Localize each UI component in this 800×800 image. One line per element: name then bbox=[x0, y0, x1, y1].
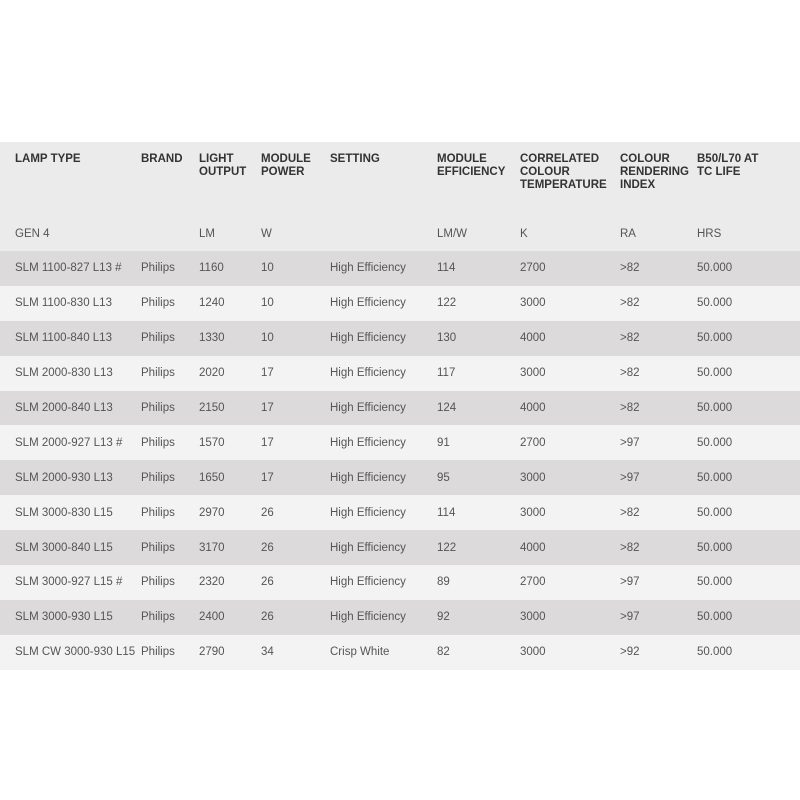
column-header-setting bbox=[330, 142, 437, 217]
cell-colour-rendering-index: >82 bbox=[620, 251, 697, 286]
table-row bbox=[0, 251, 800, 286]
cell-brand: Philips bbox=[141, 356, 199, 391]
cell-module-power: 26 bbox=[261, 565, 330, 600]
column-header-module-power bbox=[261, 142, 330, 217]
cell-module-power: 26 bbox=[261, 495, 330, 530]
unit-cell-setting bbox=[330, 217, 437, 251]
cell-lamp-type: SLM 2000-830 L13 bbox=[0, 356, 141, 391]
cell-lamp-type: SLM 3000-830 L15 bbox=[0, 495, 141, 530]
cell-module-power: 10 bbox=[261, 251, 330, 286]
table-row bbox=[0, 391, 800, 426]
cell-brand: Philips bbox=[141, 495, 199, 530]
cell-b50-l70-tc-life: 50.000 bbox=[697, 425, 800, 460]
table-row bbox=[0, 425, 800, 460]
cell-colour-rendering-index: >82 bbox=[620, 286, 697, 321]
column-header-line: COLOUR bbox=[520, 166, 570, 178]
cell-module-power: 17 bbox=[261, 356, 330, 391]
unit-cell-module-efficiency: LM/W bbox=[437, 217, 520, 251]
cell-module-power: 10 bbox=[261, 286, 330, 321]
cell-lamp-type: SLM CW 3000-930 L15 bbox=[0, 635, 141, 670]
cell-light-output: 1240 bbox=[199, 286, 261, 321]
cell-colour-rendering-index: >82 bbox=[620, 530, 697, 565]
cell-module-efficiency: 122 bbox=[437, 530, 520, 565]
table-row bbox=[0, 495, 800, 530]
unit-cell-brand bbox=[141, 217, 199, 251]
cell-lamp-type: SLM 2000-930 L13 bbox=[0, 460, 141, 495]
column-header-line: TC LIFE bbox=[697, 166, 741, 178]
unit-cell-light-output: LM bbox=[199, 217, 261, 251]
cell-colour-rendering-index: >82 bbox=[620, 495, 697, 530]
cell-colour-rendering-index: >82 bbox=[620, 321, 697, 356]
column-header-b50-l70-tc-life bbox=[697, 142, 800, 217]
table-body bbox=[0, 251, 800, 670]
column-header-line: MODULE bbox=[437, 153, 487, 165]
cell-lamp-type: SLM 3000-840 L15 bbox=[0, 530, 141, 565]
column-header-module-efficiency bbox=[437, 142, 520, 217]
cell-light-output: 2150 bbox=[199, 391, 261, 426]
table-row bbox=[0, 321, 800, 356]
cell-colour-rendering-index: >82 bbox=[620, 356, 697, 391]
cell-correlated-colour-temperature: 3000 bbox=[520, 495, 620, 530]
cell-correlated-colour-temperature: 4000 bbox=[520, 530, 620, 565]
header-row bbox=[0, 142, 800, 217]
cell-module-power: 34 bbox=[261, 635, 330, 670]
cell-module-efficiency: 91 bbox=[437, 425, 520, 460]
cell-b50-l70-tc-life: 50.000 bbox=[697, 251, 800, 286]
cell-colour-rendering-index: >97 bbox=[620, 600, 697, 635]
units-row bbox=[0, 217, 800, 251]
cell-setting: High Efficiency bbox=[330, 286, 437, 321]
cell-colour-rendering-index: >82 bbox=[620, 391, 697, 426]
table-row bbox=[0, 460, 800, 495]
cell-b50-l70-tc-life: 50.000 bbox=[697, 495, 800, 530]
cell-module-power: 17 bbox=[261, 460, 330, 495]
cell-module-power: 26 bbox=[261, 600, 330, 635]
unit-cell-lamp-type: GEN 4 bbox=[0, 217, 141, 251]
cell-brand: Philips bbox=[141, 600, 199, 635]
cell-b50-l70-tc-life: 50.000 bbox=[697, 391, 800, 426]
cell-colour-rendering-index: >92 bbox=[620, 635, 697, 670]
cell-light-output: 1330 bbox=[199, 321, 261, 356]
cell-b50-l70-tc-life: 50.000 bbox=[697, 565, 800, 600]
column-header-line: RENDERING bbox=[620, 166, 690, 178]
column-header-line: SETTING bbox=[330, 153, 380, 165]
cell-setting: Crisp White bbox=[330, 635, 437, 670]
cell-setting: High Efficiency bbox=[330, 600, 437, 635]
column-header-colour-rendering-index bbox=[620, 142, 697, 217]
cell-lamp-type: SLM 1100-840 L13 bbox=[0, 321, 141, 356]
column-header-line: OUTPUT bbox=[199, 166, 247, 178]
column-header-line: CORRELATED bbox=[520, 153, 600, 165]
cell-module-efficiency: 114 bbox=[437, 251, 520, 286]
column-header-light-output bbox=[199, 142, 261, 217]
cell-brand: Philips bbox=[141, 460, 199, 495]
column-header-line: POWER bbox=[261, 166, 305, 178]
cell-setting: High Efficiency bbox=[330, 251, 437, 286]
cell-module-efficiency: 117 bbox=[437, 356, 520, 391]
cell-lamp-type: SLM 1100-830 L13 bbox=[0, 286, 141, 321]
column-header-line: B50/L70 AT bbox=[697, 153, 759, 165]
cell-module-efficiency: 124 bbox=[437, 391, 520, 426]
cell-module-efficiency: 92 bbox=[437, 600, 520, 635]
lamp-spec-table bbox=[0, 142, 800, 670]
cell-light-output: 2320 bbox=[199, 565, 261, 600]
cell-light-output: 2400 bbox=[199, 600, 261, 635]
cell-module-power: 17 bbox=[261, 425, 330, 460]
table-row bbox=[0, 635, 800, 670]
cell-colour-rendering-index: >97 bbox=[620, 425, 697, 460]
cell-module-efficiency: 89 bbox=[437, 565, 520, 600]
cell-lamp-type: SLM 2000-927 L13 # bbox=[0, 425, 141, 460]
cell-light-output: 3170 bbox=[199, 530, 261, 565]
cell-brand: Philips bbox=[141, 251, 199, 286]
cell-b50-l70-tc-life: 50.000 bbox=[697, 530, 800, 565]
column-header-line: BRAND bbox=[141, 153, 183, 165]
cell-module-power: 10 bbox=[261, 321, 330, 356]
unit-cell-correlated-colour-temperature: K bbox=[520, 217, 620, 251]
column-header-line: LAMP TYPE bbox=[15, 153, 81, 165]
cell-setting: High Efficiency bbox=[330, 530, 437, 565]
table-row bbox=[0, 286, 800, 321]
cell-brand: Philips bbox=[141, 635, 199, 670]
table-row bbox=[0, 530, 800, 565]
column-header-correlated-colour-temperature bbox=[520, 142, 620, 217]
cell-module-efficiency: 130 bbox=[437, 321, 520, 356]
cell-module-efficiency: 95 bbox=[437, 460, 520, 495]
cell-b50-l70-tc-life: 50.000 bbox=[697, 635, 800, 670]
cell-brand: Philips bbox=[141, 391, 199, 426]
cell-b50-l70-tc-life: 50.000 bbox=[697, 286, 800, 321]
cell-setting: High Efficiency bbox=[330, 321, 437, 356]
cell-module-power: 26 bbox=[261, 530, 330, 565]
cell-correlated-colour-temperature: 3000 bbox=[520, 600, 620, 635]
table-row bbox=[0, 356, 800, 391]
cell-brand: Philips bbox=[141, 530, 199, 565]
cell-correlated-colour-temperature: 2700 bbox=[520, 251, 620, 286]
column-header-line: TEMPERATURE bbox=[520, 179, 607, 191]
cell-correlated-colour-temperature: 3000 bbox=[520, 286, 620, 321]
cell-light-output: 1650 bbox=[199, 460, 261, 495]
cell-brand: Philips bbox=[141, 565, 199, 600]
column-header-lamp-type bbox=[0, 142, 141, 217]
cell-module-power: 17 bbox=[261, 391, 330, 426]
cell-light-output: 1160 bbox=[199, 251, 261, 286]
cell-setting: High Efficiency bbox=[330, 565, 437, 600]
cell-correlated-colour-temperature: 3000 bbox=[520, 356, 620, 391]
cell-light-output: 2020 bbox=[199, 356, 261, 391]
cell-module-efficiency: 122 bbox=[437, 286, 520, 321]
column-header-brand bbox=[141, 142, 199, 217]
cell-lamp-type: SLM 3000-927 L15 # bbox=[0, 565, 141, 600]
cell-correlated-colour-temperature: 2700 bbox=[520, 565, 620, 600]
cell-colour-rendering-index: >97 bbox=[620, 565, 697, 600]
unit-cell-module-power: W bbox=[261, 217, 330, 251]
cell-colour-rendering-index: >97 bbox=[620, 460, 697, 495]
cell-correlated-colour-temperature: 4000 bbox=[520, 391, 620, 426]
cell-correlated-colour-temperature: 2700 bbox=[520, 425, 620, 460]
cell-brand: Philips bbox=[141, 425, 199, 460]
cell-module-efficiency: 114 bbox=[437, 495, 520, 530]
cell-correlated-colour-temperature: 4000 bbox=[520, 321, 620, 356]
cell-brand: Philips bbox=[141, 321, 199, 356]
cell-correlated-colour-temperature: 3000 bbox=[520, 460, 620, 495]
cell-lamp-type: SLM 3000-930 L15 bbox=[0, 600, 141, 635]
column-header-line: LIGHT bbox=[199, 153, 234, 165]
cell-lamp-type: SLM 2000-840 L13 bbox=[0, 391, 141, 426]
table-row bbox=[0, 600, 800, 635]
cell-setting: High Efficiency bbox=[330, 495, 437, 530]
cell-brand: Philips bbox=[141, 286, 199, 321]
cell-lamp-type: SLM 1100-827 L13 # bbox=[0, 251, 141, 286]
cell-setting: High Efficiency bbox=[330, 356, 437, 391]
cell-b50-l70-tc-life: 50.000 bbox=[697, 600, 800, 635]
cell-correlated-colour-temperature: 3000 bbox=[520, 635, 620, 670]
cell-light-output: 1570 bbox=[199, 425, 261, 460]
cell-module-efficiency: 82 bbox=[437, 635, 520, 670]
unit-cell-colour-rendering-index: RA bbox=[620, 217, 697, 251]
cell-setting: High Efficiency bbox=[330, 391, 437, 426]
cell-b50-l70-tc-life: 50.000 bbox=[697, 321, 800, 356]
table-row bbox=[0, 565, 800, 600]
cell-setting: High Efficiency bbox=[330, 425, 437, 460]
cell-b50-l70-tc-life: 50.000 bbox=[697, 460, 800, 495]
unit-cell-b50-l70-tc-life: HRS bbox=[697, 217, 800, 251]
cell-light-output: 2970 bbox=[199, 495, 261, 530]
column-header-line: COLOUR bbox=[620, 153, 670, 165]
cell-setting: High Efficiency bbox=[330, 460, 437, 495]
column-header-line: EFFICIENCY bbox=[437, 166, 506, 178]
cell-light-output: 2790 bbox=[199, 635, 261, 670]
lamp-spec-table-container bbox=[0, 142, 800, 670]
column-header-line: INDEX bbox=[620, 179, 656, 191]
column-header-line: MODULE bbox=[261, 153, 311, 165]
cell-b50-l70-tc-life: 50.000 bbox=[697, 356, 800, 391]
